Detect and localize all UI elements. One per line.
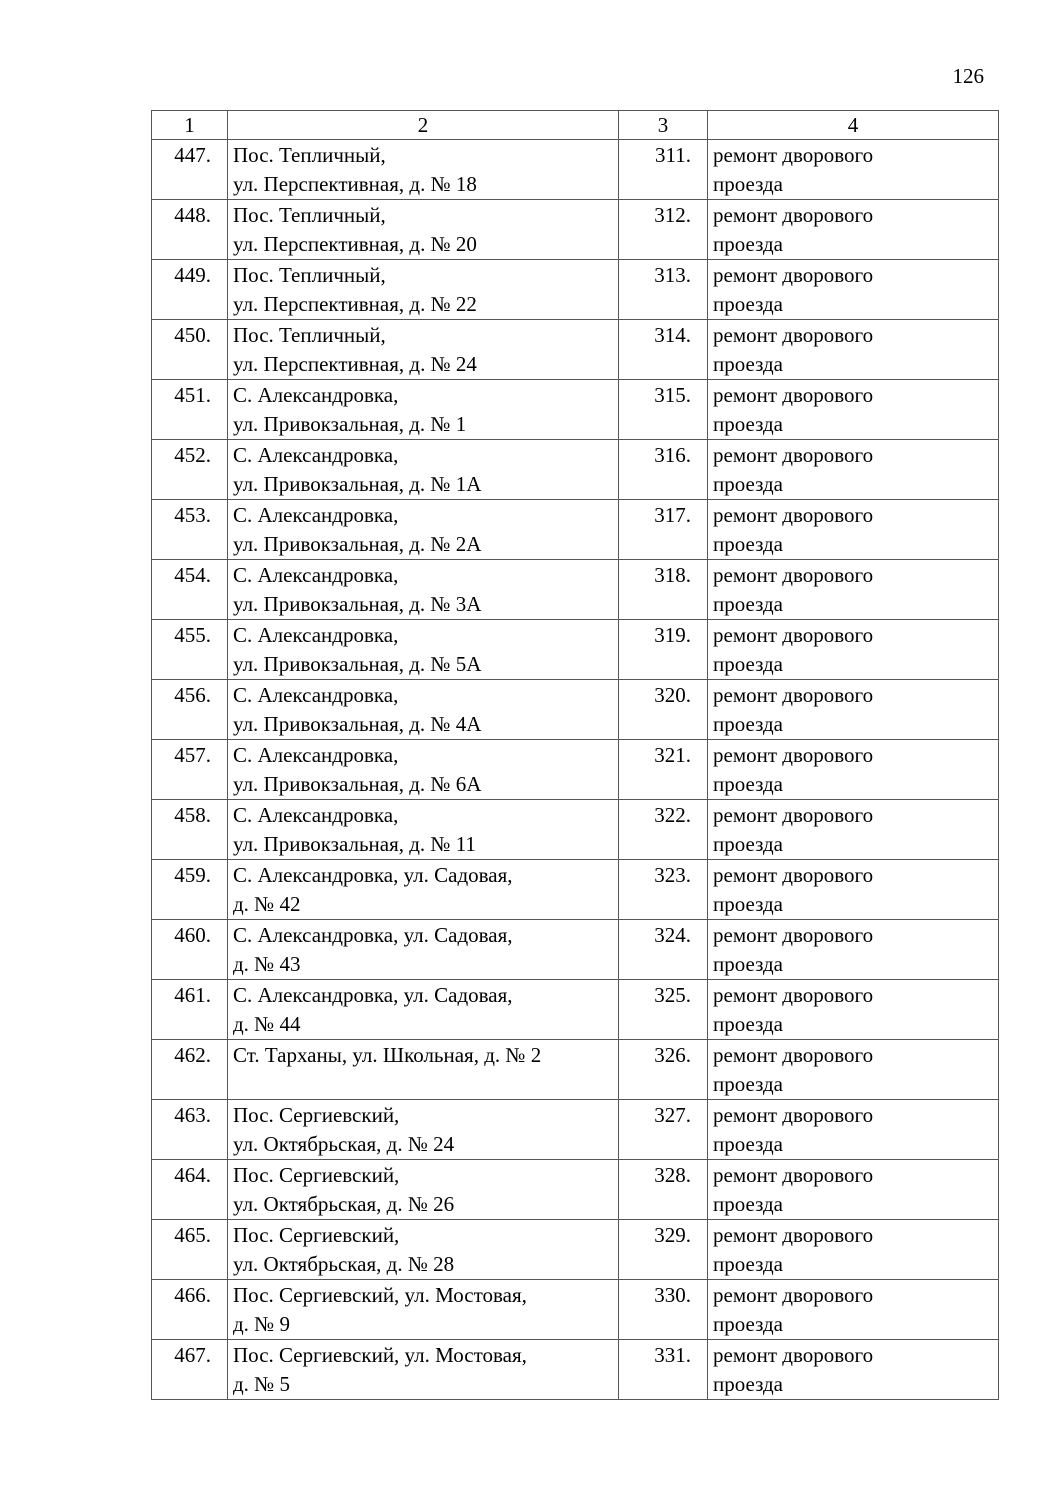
row-object-number: 328.	[619, 1160, 708, 1220]
row-object-number: 314.	[619, 320, 708, 380]
row-number: 458.	[152, 800, 228, 860]
row-number: 451.	[152, 380, 228, 440]
column-header-2: 2	[228, 111, 619, 140]
row-address: С. Александровка, ул. Привокзальная, д. № 1А	[228, 440, 619, 500]
row-number: 453.	[152, 500, 228, 560]
row-object-number: 315.	[619, 380, 708, 440]
row-number: 461.	[152, 980, 228, 1040]
row-address: Пос. Сергиевский, ул. Мостовая, д. № 9	[228, 1280, 619, 1340]
row-object-number: 323.	[619, 860, 708, 920]
row-work-type: ремонт дворового проезда	[708, 1160, 999, 1220]
row-object-number: 327.	[619, 1100, 708, 1160]
row-object-number: 318.	[619, 560, 708, 620]
table-row	[152, 260, 999, 320]
column-header-4: 4	[708, 111, 999, 140]
table-row	[152, 380, 999, 440]
row-object-number: 317.	[619, 500, 708, 560]
row-object-number: 322.	[619, 800, 708, 860]
row-object-number: 325.	[619, 980, 708, 1040]
row-number: 460.	[152, 920, 228, 980]
row-address: С. Александровка, ул. Привокзальная, д. № 5А	[228, 620, 619, 680]
table-row	[152, 1100, 999, 1160]
row-address: С. Александровка, ул. Привокзальная, д. № 2А	[228, 500, 619, 560]
row-address: С. Александровка, ул. Садовая, д. № 44	[228, 980, 619, 1040]
row-address: Пос. Тепличный, ул. Перспективная, д. № 18	[228, 140, 619, 200]
row-work-type: ремонт дворового проезда	[708, 680, 999, 740]
row-object-number: 320.	[619, 680, 708, 740]
table-row	[152, 680, 999, 740]
row-work-type: ремонт дворового проезда	[708, 560, 999, 620]
table-row	[152, 800, 999, 860]
row-number: 467.	[152, 1340, 228, 1400]
row-work-type: ремонт дворового проезда	[708, 320, 999, 380]
row-work-type: ремонт дворового проезда	[708, 980, 999, 1040]
row-address: Пос. Сергиевский, ул. Октябрьская, д. № 26	[228, 1160, 619, 1220]
row-address: С. Александровка, ул. Садовая, д. № 42	[228, 860, 619, 920]
row-number: 466.	[152, 1280, 228, 1340]
row-work-type: ремонт дворового проезда	[708, 920, 999, 980]
row-address: Ст. Тарханы, ул. Школьная, д. № 2	[228, 1040, 619, 1100]
document-table	[151, 110, 999, 1400]
row-object-number: 312.	[619, 200, 708, 260]
row-number: 452.	[152, 440, 228, 500]
row-object-number: 321.	[619, 740, 708, 800]
table-row	[152, 1160, 999, 1220]
row-number: 457.	[152, 740, 228, 800]
row-address: С. Александровка, ул. Садовая, д. № 43	[228, 920, 619, 980]
column-header-3: 3	[619, 111, 708, 140]
row-object-number: 311.	[619, 140, 708, 200]
table-row	[152, 740, 999, 800]
table-row	[152, 620, 999, 680]
row-address: С. Александровка, ул. Привокзальная, д. № 4А	[228, 680, 619, 740]
row-number: 455.	[152, 620, 228, 680]
row-number: 456.	[152, 680, 228, 740]
column-header-1: 1	[152, 111, 228, 140]
table-row	[152, 140, 999, 200]
row-number: 454.	[152, 560, 228, 620]
row-address: С. Александровка, ул. Привокзальная, д. № 11	[228, 800, 619, 860]
row-number: 447.	[152, 140, 228, 200]
row-work-type: ремонт дворового проезда	[708, 500, 999, 560]
table-row	[152, 920, 999, 980]
row-work-type: ремонт дворового проезда	[708, 1220, 999, 1280]
row-work-type: ремонт дворового проезда	[708, 1280, 999, 1340]
table-header-row	[152, 111, 999, 140]
row-address: Пос. Сергиевский, ул. Мостовая, д. № 5	[228, 1340, 619, 1400]
row-work-type: ремонт дворового проезда	[708, 740, 999, 800]
row-object-number: 331.	[619, 1340, 708, 1400]
row-address: Пос. Сергиевский, ул. Октябрьская, д. № 28	[228, 1220, 619, 1280]
row-object-number: 319.	[619, 620, 708, 680]
row-work-type: ремонт дворового проезда	[708, 620, 999, 680]
table-row	[152, 500, 999, 560]
row-object-number: 313.	[619, 260, 708, 320]
table-row	[152, 860, 999, 920]
row-number: 449.	[152, 260, 228, 320]
row-address: Пос. Тепличный, ул. Перспективная, д. № 24	[228, 320, 619, 380]
row-object-number: 326.	[619, 1040, 708, 1100]
row-work-type: ремонт дворового проезда	[708, 1100, 999, 1160]
table-row	[152, 1040, 999, 1100]
row-work-type: ремонт дворового проезда	[708, 200, 999, 260]
row-work-type: ремонт дворового проезда	[708, 860, 999, 920]
row-number: 465.	[152, 1220, 228, 1280]
table-row	[152, 980, 999, 1040]
page-number: 126	[952, 64, 984, 88]
row-object-number: 330.	[619, 1280, 708, 1340]
row-number: 464.	[152, 1160, 228, 1220]
table-row	[152, 440, 999, 500]
row-number: 463.	[152, 1100, 228, 1160]
row-work-type: ремонт дворового проезда	[708, 800, 999, 860]
row-work-type: ремонт дворового проезда	[708, 1040, 999, 1100]
row-object-number: 324.	[619, 920, 708, 980]
table-row	[152, 320, 999, 380]
row-work-type: ремонт дворового проезда	[708, 140, 999, 200]
row-work-type: ремонт дворового проезда	[708, 1340, 999, 1400]
table-row	[152, 560, 999, 620]
row-work-type: ремонт дворового проезда	[708, 440, 999, 500]
row-address: Пос. Тепличный, ул. Перспективная, д. № 22	[228, 260, 619, 320]
row-number: 448.	[152, 200, 228, 260]
row-work-type: ремонт дворового проезда	[708, 260, 999, 320]
row-address: С. Александровка, ул. Привокзальная, д. № 6А	[228, 740, 619, 800]
row-address: С. Александровка, ул. Привокзальная, д. № 1	[228, 380, 619, 440]
table-row	[152, 200, 999, 260]
row-address: С. Александровка, ул. Привокзальная, д. № 3А	[228, 560, 619, 620]
table-row	[152, 1340, 999, 1400]
row-object-number: 329.	[619, 1220, 708, 1280]
row-number: 450.	[152, 320, 228, 380]
row-address: Пос. Тепличный, ул. Перспективная, д. № 20	[228, 200, 619, 260]
row-work-type: ремонт дворового проезда	[708, 380, 999, 440]
table-row	[152, 1280, 999, 1340]
table-row	[152, 1220, 999, 1280]
row-number: 459.	[152, 860, 228, 920]
row-object-number: 316.	[619, 440, 708, 500]
row-number: 462.	[152, 1040, 228, 1100]
row-address: Пос. Сергиевский, ул. Октябрьская, д. № 24	[228, 1100, 619, 1160]
